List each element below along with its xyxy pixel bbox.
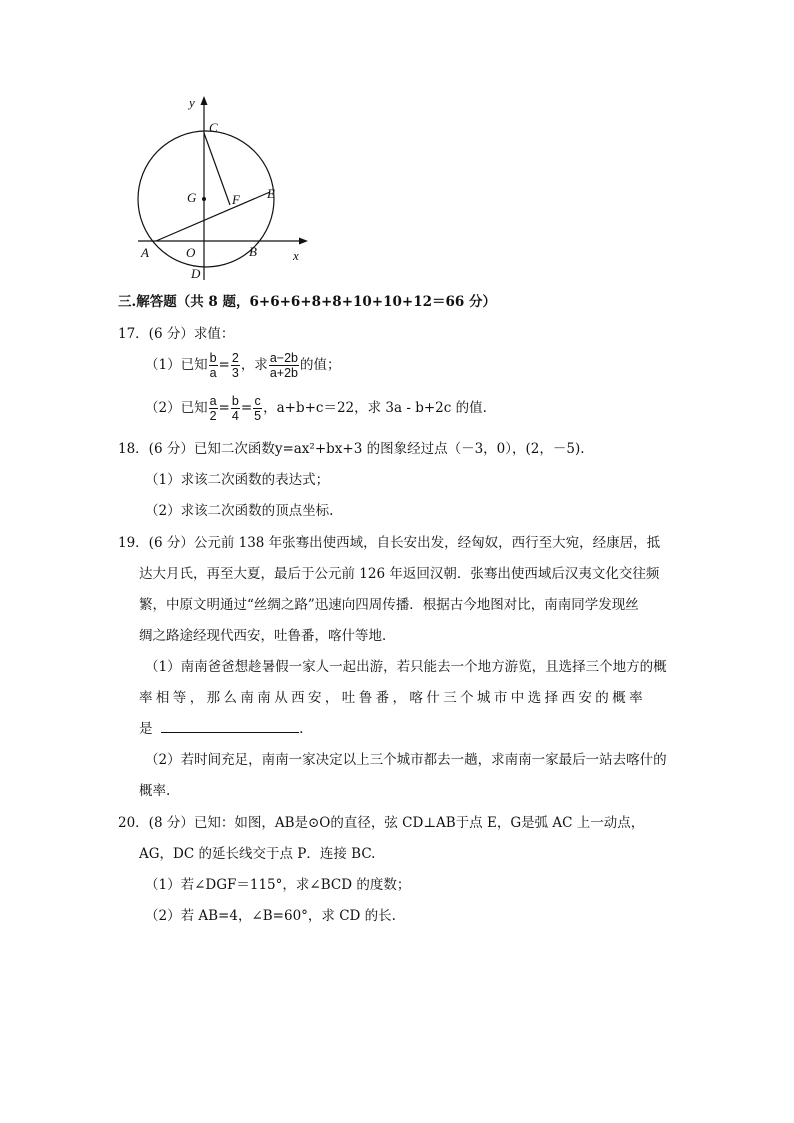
q19-part2-line1: （2）若时间充足，南南一家决定以上三个城市都去一趟，求南南一家最后一站去喀什的	[145, 752, 667, 768]
q18-part2: （2）求该二次函数的顶点坐标.	[145, 503, 334, 519]
label-e: E	[267, 186, 275, 201]
label-a: A	[141, 245, 149, 260]
section-title: 三.解答题（共 8 题，6+6+6+8+8+10+10+12＝66 分）	[118, 294, 496, 310]
geometry-figure	[130, 92, 320, 284]
label-x: x	[293, 248, 299, 263]
label-o: O	[186, 245, 196, 260]
q19-line4: 绸之路途经现代西安，吐鲁番，喀什等地．	[139, 628, 396, 644]
q17-part2: （2）已知 $\frac{a}{2}$ = $\frac{b}{4}$ = $\frac{c}{5}$ ，a+b+c＝22，求 3a - b+2c 的值.	[145, 394, 487, 423]
q20-line1: 20．(8 分）已知：如图，AB是⊙O的直径，弦 CD⊥AB于点 E，G是弧 AC 上一动点，	[118, 815, 645, 831]
q19-line2: 达大月氏，再至大夏，最后于公元前 126 年返回汉朝．张骞出使西域后汉夷文化交往频	[139, 566, 660, 582]
q17-part1: （1）已知 $\frac{b}{a}$ = $\frac{2}{3}$ ，求 $\frac{a-2b}{a+2b}$ 的值；	[145, 351, 341, 380]
label-y: y	[189, 95, 195, 110]
label-c: C	[209, 120, 218, 135]
fraction-c-over-5: $\frac{c}{5}$	[254, 394, 262, 423]
answer-blank[interactable]	[161, 720, 299, 733]
fraction-2-over-3: $\frac{2}{3}$	[231, 351, 239, 380]
x-axis-arrow	[299, 238, 308, 245]
fraction-a-over-2: $\frac{a}{2}$	[209, 394, 217, 423]
point-g	[202, 197, 206, 201]
fraction-b-over-a: $\frac{b}{a}$	[209, 351, 217, 380]
q18-head: 18．(6 分）已知二次函数y=ax²+bx+3 的图象经过点（－3，0），(2，－5).	[118, 441, 585, 457]
q19-part2-line2: 概率.	[139, 783, 171, 799]
fraction-expression: $\frac{a-2b}{a+2b}$	[269, 351, 298, 380]
q20-line2: AG，DC 的延长线交于点 P．连接 BC.	[139, 846, 376, 862]
q20-part1: （1）若∠DGF＝115°，求∠BCD 的度数；	[145, 877, 411, 893]
q19-line1: 19．(6 分）公元前 138 年张骞出使西域，自长安出发，经匈奴，西行至大宛，经康居，抵	[118, 535, 661, 551]
segment-cf	[204, 133, 230, 205]
q19-line3: 繁，中原文明通过“丝绸之路”迅速向四周传播．根据古今地图对比，南南同学发现丝	[139, 597, 639, 613]
label-g: G	[187, 190, 197, 205]
label-f: F	[232, 192, 240, 207]
segment-ae	[156, 192, 270, 241]
q17-p1-pre: （1）已知	[145, 357, 208, 373]
fraction-b-over-4: $\frac{b}{4}$	[231, 394, 239, 423]
y-axis-arrow	[201, 96, 208, 105]
q17-head: 17．(6 分）求值：	[118, 326, 235, 342]
q18-part1: （1）求该二次函数的表达式；	[145, 472, 330, 488]
q19-part1-line3: 是 .	[139, 721, 304, 737]
q19-part1-line1: （1）南南爸爸想趁暑假一家人一起出游，若只能去一个地方游览，且选择三个地方的概	[145, 659, 667, 675]
label-d: D	[191, 266, 201, 281]
q20-part2: （2）若 AB=4，∠B=60°，求 CD 的长.	[145, 908, 396, 924]
label-b: B	[249, 244, 257, 259]
q19-part1-line2: 率相等，那么南南从西安，吐鲁番，喀什三个城市中选择西安的概率	[139, 690, 646, 706]
